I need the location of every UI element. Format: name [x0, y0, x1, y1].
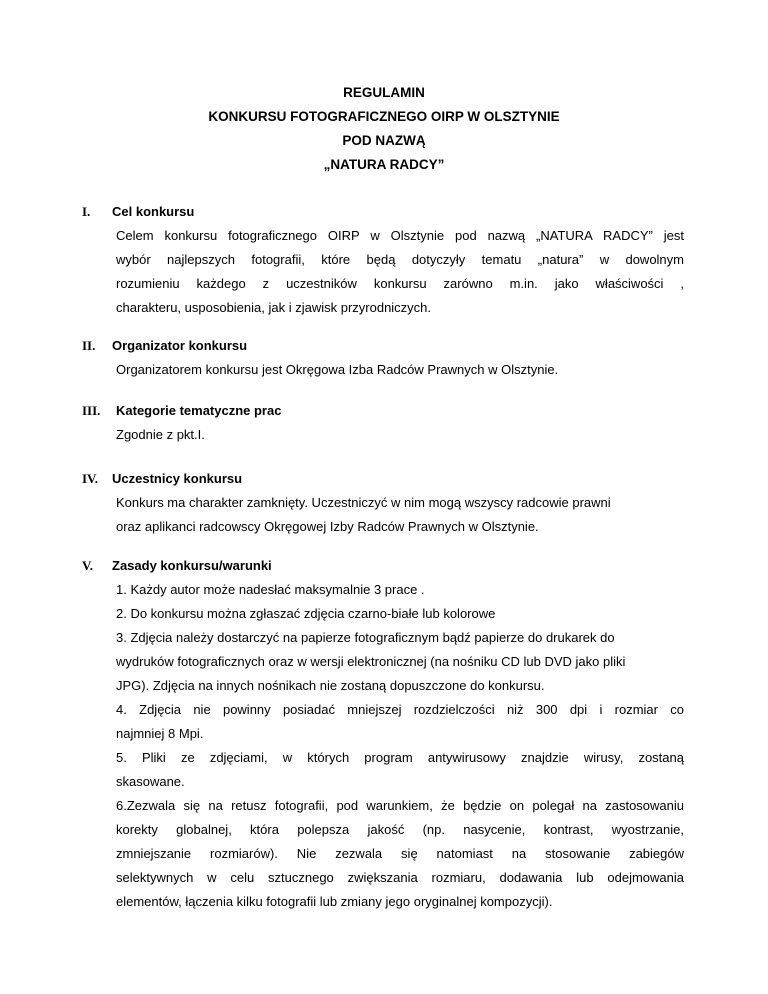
rule-line: skasowane.	[116, 774, 185, 789]
section-title: Cel konkursu	[112, 204, 195, 219]
paragraph-line: rozumieniu każdego z uczestników konkursu zarówno m.in. jako właściwości ,	[116, 276, 684, 291]
rule-line: wydruków fotograficznych oraz w wersji elektronicznej (na nośniku CD lub DVD jako pliki	[116, 654, 626, 669]
rule-line: 2. Do konkursu można zgłaszać zdjęcia czarno-białe lub kolorowe	[116, 606, 496, 621]
section-title: Kategorie tematyczne prac	[116, 403, 282, 418]
paragraph-line: Konkurs ma charakter zamknięty. Uczestniczyć w nim mogą wszyscy radcowie prawni	[116, 495, 611, 510]
rule-line: elementów, łączenia kilku fotografii lub zmiany jego oryginalnej kompozycji).	[116, 894, 553, 909]
section-numeral: I.	[82, 204, 91, 219]
title-line-konkursu: KONKURSU FOTOGRAFICZNEGO OIRP W OLSZTYNIE	[208, 109, 560, 124]
section-heading	[82, 469, 682, 489]
section-heading	[82, 401, 682, 421]
paragraph-line: Organizatorem konkursu jest Okręgowa Izba Radców Prawnych w Olsztynie.	[116, 362, 559, 377]
title-line-regulamin: REGULAMIN	[343, 85, 425, 100]
rule-line: najmniej 8 Mpi.	[116, 726, 204, 741]
title-line-pod-nazwa: POD NAZWĄ	[342, 133, 426, 148]
section-cel-konkursu	[82, 202, 682, 320]
paragraph-line: oraz aplikanci radcowscy Okręgowej Izby Radców Prawnych w Olsztynie.	[116, 519, 539, 534]
section-title: Organizator konkursu	[112, 338, 248, 353]
section-paragraph	[116, 224, 684, 320]
section-numeral: IV.	[82, 471, 99, 486]
section-numeral: III.	[82, 403, 101, 418]
section-heading	[82, 202, 682, 222]
section-zasady	[82, 556, 682, 914]
rule-line: zmniejszanie rozmiarów). Nie zezwala się natomiast na stosowanie zabiegów	[116, 846, 684, 861]
section-numeral: II.	[82, 338, 96, 353]
title-line-natura-radcy: „NATURA RADCY”	[323, 157, 445, 172]
section-heading	[82, 556, 682, 576]
rules-list	[82, 578, 682, 914]
rule-line: JPG). Zdjęcia na innych nośnikach nie zostaną dopuszczone do konkursu.	[116, 678, 545, 693]
rule-line: 3. Zdjęcia należy dostarczyć na papierze fotograficznym bądź papierze do drukarek do	[116, 630, 615, 645]
section-uczestnicy	[82, 469, 682, 539]
rule-line: selektywnych w celu sztucznego zwiększania rozmiaru, dodawania lub odejmowania	[116, 870, 684, 885]
paragraph-line: Celem konkursu fotograficznego OIRP w Olsztynie pod nazwą „NATURA RADCY” jest	[116, 228, 684, 243]
rule-line: korekty globalnej, która polepsza jakość (np. nasycenie, kontrast, wyostrzanie,	[116, 822, 684, 837]
paragraph-line: Zgodnie z pkt.I.	[116, 427, 205, 442]
section-heading	[82, 336, 682, 356]
paragraph-line: charakteru, usposobienia, jak i zjawisk przyrodniczych.	[116, 300, 432, 315]
rule-line: 4. Zdjęcia nie powinny posiadać mniejszej rozdzielczości niż 300 dpi i rozmiar co	[116, 702, 684, 717]
document-title	[0, 82, 768, 178]
paragraph-line: wybór najlepszych fotografii, które będą dotyczyły tematu „natura” w dowolnym	[116, 252, 684, 267]
rule-line: 6.Zezwala się na retusz fotografii, pod warunkiem, że będzie on polegał na zastosowaniu	[116, 798, 684, 813]
rule-line: 1. Każdy autor może nadesłać maksymalnie 3 prace .	[116, 582, 425, 597]
section-title: Zasady konkursu/warunki	[112, 558, 272, 573]
section-numeral: V.	[82, 558, 93, 573]
rule-line: 5. Pliki ze zdjęciami, w których program antywirusowy znajdzie wirusy, zostaną	[116, 750, 684, 765]
section-kategorie	[82, 401, 682, 447]
section-organizator	[82, 336, 682, 382]
section-title: Uczestnicy konkursu	[112, 471, 243, 486]
